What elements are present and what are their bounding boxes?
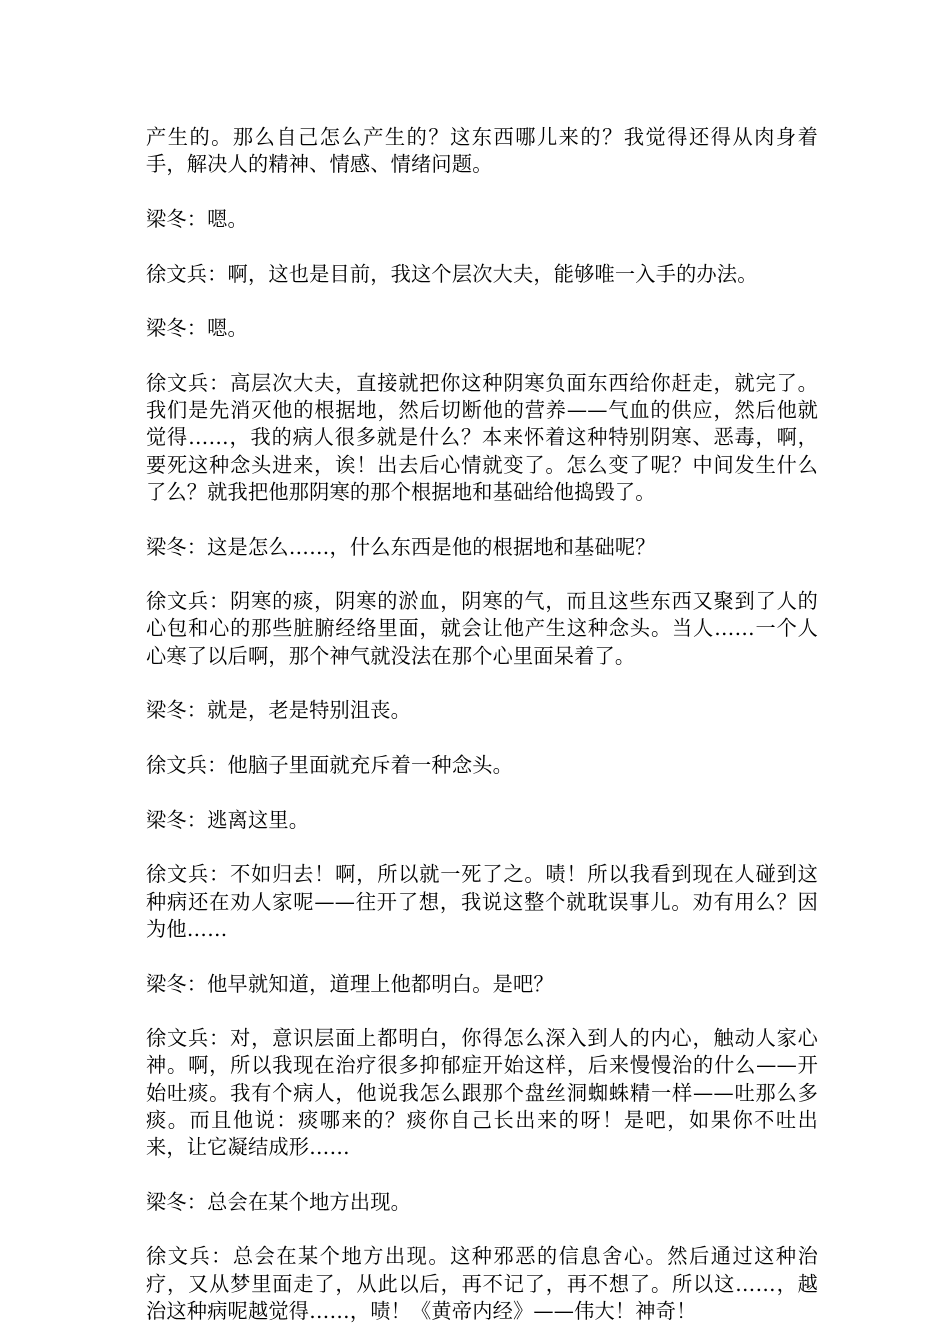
paragraph: 产生的。那么自己怎么产生的？这东西哪儿来的？我觉得还得从肉身着手，解决人的精神、情感、情绪问题。: [146, 125, 818, 177]
paragraph: 徐文兵：啊，这也是目前，我这个层次大夫，能够唯一入手的办法。: [146, 261, 758, 286]
paragraph: 梁冬：这是怎么……，什么东西是他的根据地和基础呢？: [146, 534, 656, 559]
paragraph: 徐文兵：高层次大夫，直接就把你这种阴寒负面东西给你赶走，就完了。我们是先消灭他的根据地，然后切断他的营养——气血的供应，然后他就觉得……，我的病人很多就是什么？本来怀着这种特别阴寒、恶毒，啊，要死这种念头进来，诶！出去后心情就变了。怎么变了呢？中间发生什么了么？就我把他那阴寒的那个根据地和基础给他捣毁了。: [146, 371, 818, 504]
paragraph: 梁冬：嗯。: [146, 206, 248, 231]
paragraph: 梁冬：他早就知道，道理上他都明白。是吧？: [146, 971, 554, 996]
document-page: [146, 124, 818, 1325]
paragraph: 徐文兵：总会在某个地方出现。这种邪恶的信息舍心。然后通过这种治疗，又从梦里面走了，从此以后，再不记了，再不想了。所以这……，越治这种病呢越觉得……，啧！《黄帝内经》——伟大！神奇！: [146, 1244, 818, 1323]
paragraph: 梁冬：嗯。: [146, 316, 248, 341]
paragraph: 徐文兵：他脑子里面就充斥着一种念头。: [146, 753, 513, 778]
paragraph: 徐文兵：对，意识层面上都明白，你得怎么深入到人的内心，触动人家心神。啊，所以我现在治疗很多抑郁症开始这样，后来慢慢治的什么——开始吐痰。我有个病人，他说我怎么跟那个盘丝洞蜘蛛精一样——吐那么多痰。而且他说：痰哪来的？痰你自己长出来的呀！是吧，如果你不吐出来，让它凝结成形……: [146, 1026, 818, 1160]
paragraph: 梁冬：总会在某个地方出现。: [146, 1189, 412, 1214]
paragraph: 徐文兵：不如归去！啊，所以就一死了之。啧！所以我看到现在人碰到这种病还在劝人家呢——往开了想，我说这整个就耽误事儿。劝有用么？因为他……: [146, 862, 818, 941]
paragraph: 徐文兵：阴寒的痰，阴寒的淤血，阴寒的气，而且这些东西又聚到了人的心包和心的那些脏腑经络里面，就会让他产生这种念头。当人……一个人心寒了以后啊，那个神气就没法在那个心里面呆着了。: [146, 589, 818, 668]
paragraph: 梁冬：逃离这里。: [146, 807, 310, 832]
paragraph: 梁冬：就是，老是特别沮丧。: [146, 698, 412, 723]
